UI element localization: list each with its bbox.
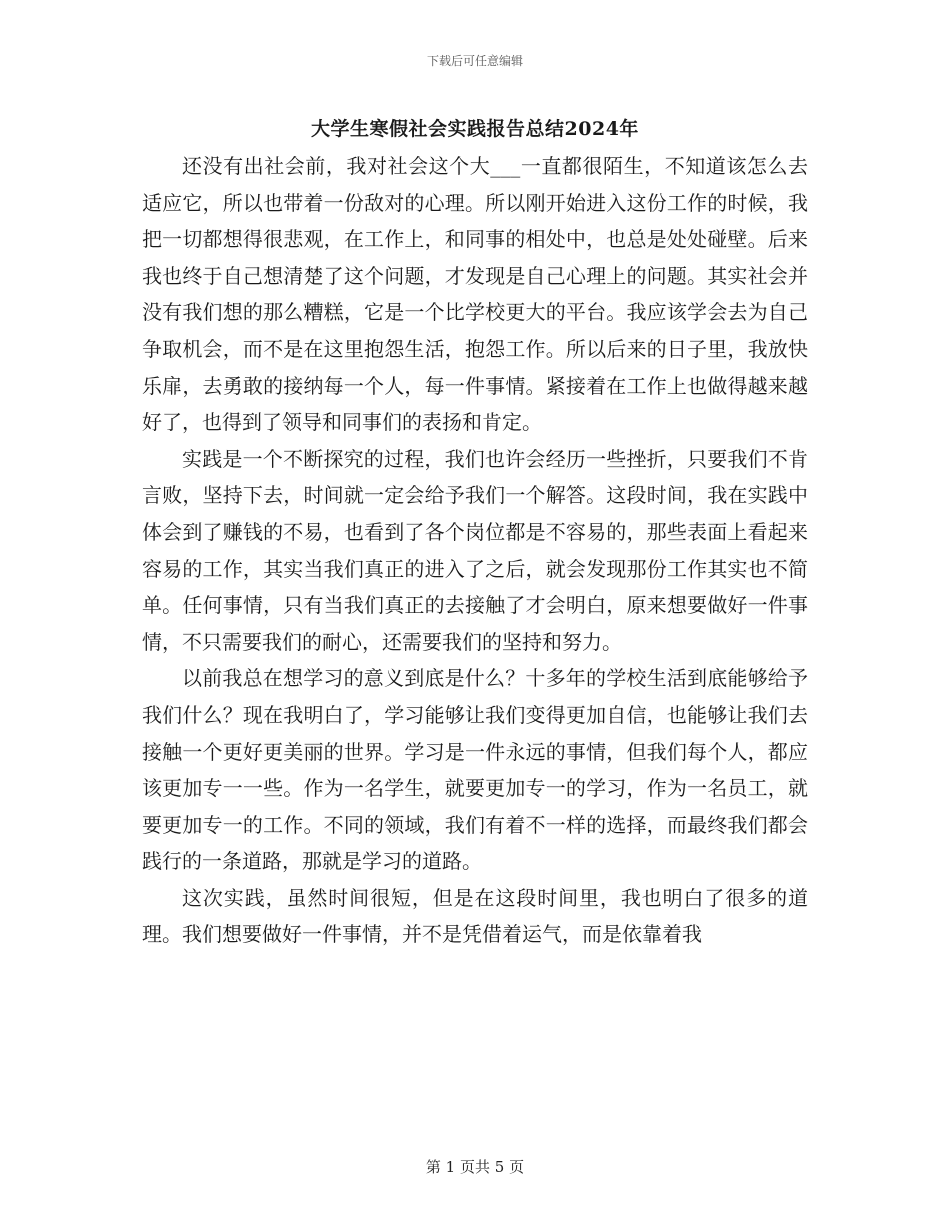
page-number-indicator: 第 1 页共 5 页 [425, 1158, 525, 1176]
document-body [142, 148, 808, 953]
page-header-note: 下载后可任意编辑 [426, 54, 523, 68]
body-paragraph-4: 这次实践，虽然时间很短，但是在这段时间里，我也明白了很多的道理。我们想要做好一件事情，并不是凭借着运气，而是依靠着我 [142, 885, 808, 947]
body-paragraph-1: 还没有出社会前，我对社会这个大___一直都很陌生，不知道该怎么去适应它，所以也带着一份敌对的心理。所以刚开始进入这份工作的时候，我把一切都想得很悲观，在工作上，和同事的相处中，也总是处处碰壁。后来我也终于自己想清楚了这个问题，才发现是自己心理上的问题。其实社会并没有我们想的那么糟糕，它是一个比学校更大的平台。我应该学会去为自己争取机会，而不是在这里抱怨生活，抱怨工作。所以后来的日子里，我放快乐扉，去勇敢的接纳每一个人，每一件事情。紧接着在工作上也做得越来越好了，也得到了领导和同事们的表扬和肯定。 [142, 154, 808, 435]
body-paragraph-3: 以前我总在想学习的意义到底是什么？十多年的学校生活到底能够给予我们什么？现在我明白了，学习能够让我们变得更加自信，也能够让我们去接触一个更好更美丽的世界。学习是一件永远的事情，但我们每个人，都应该更加专一一些。作为一名学生，就要更加专一的学习，作为一名员工，就要更加专一的工作。不同的领域，我们有着不一样的选择，而最终我们都会践行的一条道路，那就是学习的道路。 [142, 666, 808, 874]
body-paragraph-2: 实践是一个不断探究的过程，我们也许会经历一些挫折，只要我们不肯言败，坚持下去，时间就一定会给予我们一个解答。这段时间，我在实践中体会到了赚钱的不易，也看到了各个岗位都是不容易的，那些表面上看起来容易的工作，其实当我们真正的进入了之后，就会发现那份工作其实也不简单。任何事情，只有当我们真正的去接触了才会明白，原来想要做好一件事情，不只需要我们的耐心，还需要我们的坚持和努力。 [142, 446, 808, 654]
document-title: 大学生寒假社会实践报告总结2024年 [311, 118, 639, 140]
